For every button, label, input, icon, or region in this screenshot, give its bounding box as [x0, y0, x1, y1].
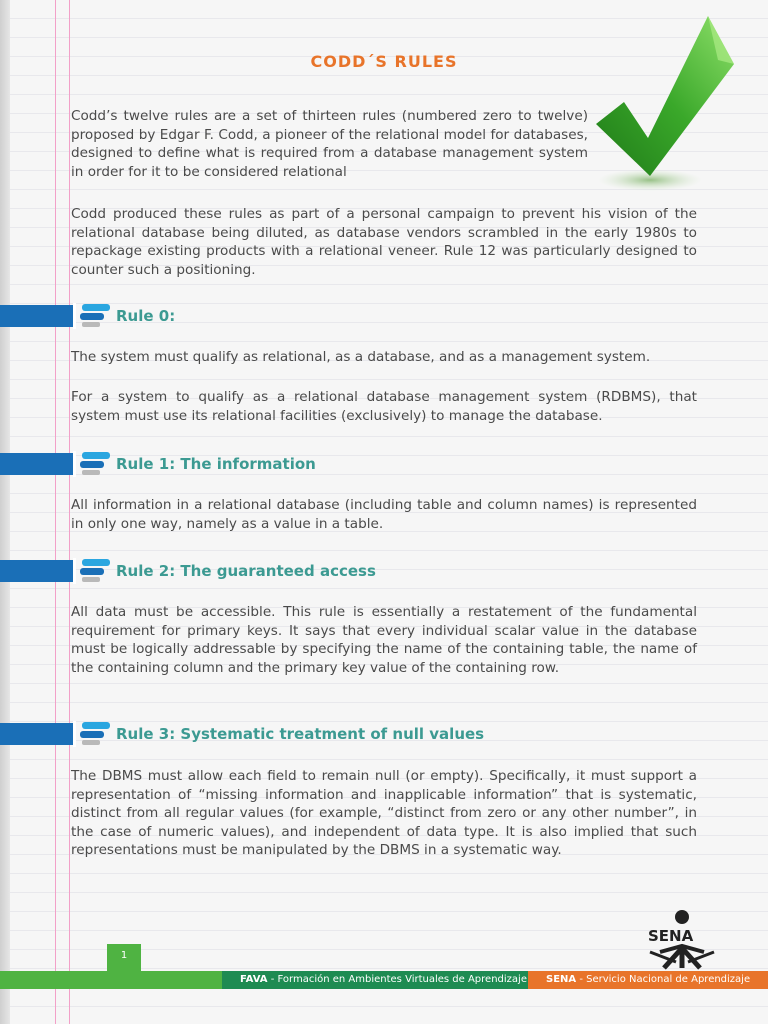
rule-bar [0, 305, 73, 327]
footer-sena-bold: SENA [546, 974, 577, 985]
intro-paragraph: Codd produced these rules as part of a personal campaign to prevent his vision of the relational database being diluted, as database vendors scrambled in the early 1980s to repackage existing products with a relational veneer. Rule 12 was particularly designed to counter such a positioning. [71, 206, 697, 278]
intro-paragraph: Codd’s twelve rules are a set of thirteen rules (numbered zero to twelve) proposed by Edgar F. Codd, a pioneer of the relational model for databases, designed to define what is required from a database management system in order for it to be considered relational [71, 108, 588, 180]
left-binding-strip [0, 0, 10, 1024]
rule-heading [0, 451, 700, 479]
rule-bullet-icon [80, 558, 112, 584]
footer-fava-bold: FAVA [240, 974, 268, 985]
margin-line [69, 0, 70, 1024]
rule-paragraph: For a system to qualify as a relational database management system (RDBMS), that system must use its relational facilities (exclusively) to manage the database. [71, 389, 697, 424]
checkmark-icon [590, 12, 740, 192]
footer-fava [222, 971, 528, 989]
sena-logo-icon [646, 908, 724, 970]
rule-title: Rule 3: Systematic treatment of null values [116, 725, 485, 743]
rule-title: Rule 2: The guaranteed access [116, 562, 376, 580]
rule-bullet-icon [80, 451, 112, 477]
rule-title: Rule 1: The information [116, 455, 316, 473]
rule-bar-separator [73, 303, 76, 329]
footer-sena-text: - Servicio Nacional de Aprendizaje [576, 974, 751, 985]
margin-line [55, 0, 56, 1024]
rule-paragraph: All data must be accessible. This rule is essentially a restatement of the fundamental requirement for primary keys. It says that every individual scalar value in the database must be logically addressable by specifying the name of the containing table, the name of the containing column and the primary key value of the containing row. [71, 604, 697, 676]
footer-fava-text: - Formación en Ambientes Virtuales de Aprendizaje [267, 974, 527, 985]
rule-paragraph: The DBMS must allow each field to remain null (or empty). Specifically, it must support a representation of “missing information and inapplicable information” that is systematic, distinct from all regular values (for example, “distinct from zero or any other number”, in the case of numeric values), and independent of data type. It is also implied that such representations must be manipulated by the DBMS in a systematic way. [71, 768, 697, 858]
rule-bar-separator [73, 558, 76, 584]
rule-bullet-icon [80, 303, 112, 329]
sena-logo-text: SENA [648, 927, 694, 945]
rule-bar [0, 453, 73, 475]
rule-bar-separator [73, 721, 76, 747]
rule-heading [0, 558, 700, 586]
page-number: 1 [107, 944, 141, 971]
page-title: CODD´S RULES [310, 52, 458, 71]
rule-paragraph: All information in a relational database (including table and column names) is represented in only one way, namely as a value in a table. [71, 497, 697, 532]
rule-heading [0, 303, 700, 331]
rule-title: Rule 0: [116, 307, 176, 325]
rule-heading [0, 721, 700, 749]
rule-bar-separator [73, 451, 76, 477]
footer-sena [528, 971, 768, 989]
rule-paragraph: The system must qualify as relational, as a database, and as a management system. [71, 349, 651, 365]
rule-bar [0, 560, 73, 582]
rule-bullet-icon [80, 721, 112, 747]
rule-bar [0, 723, 73, 745]
